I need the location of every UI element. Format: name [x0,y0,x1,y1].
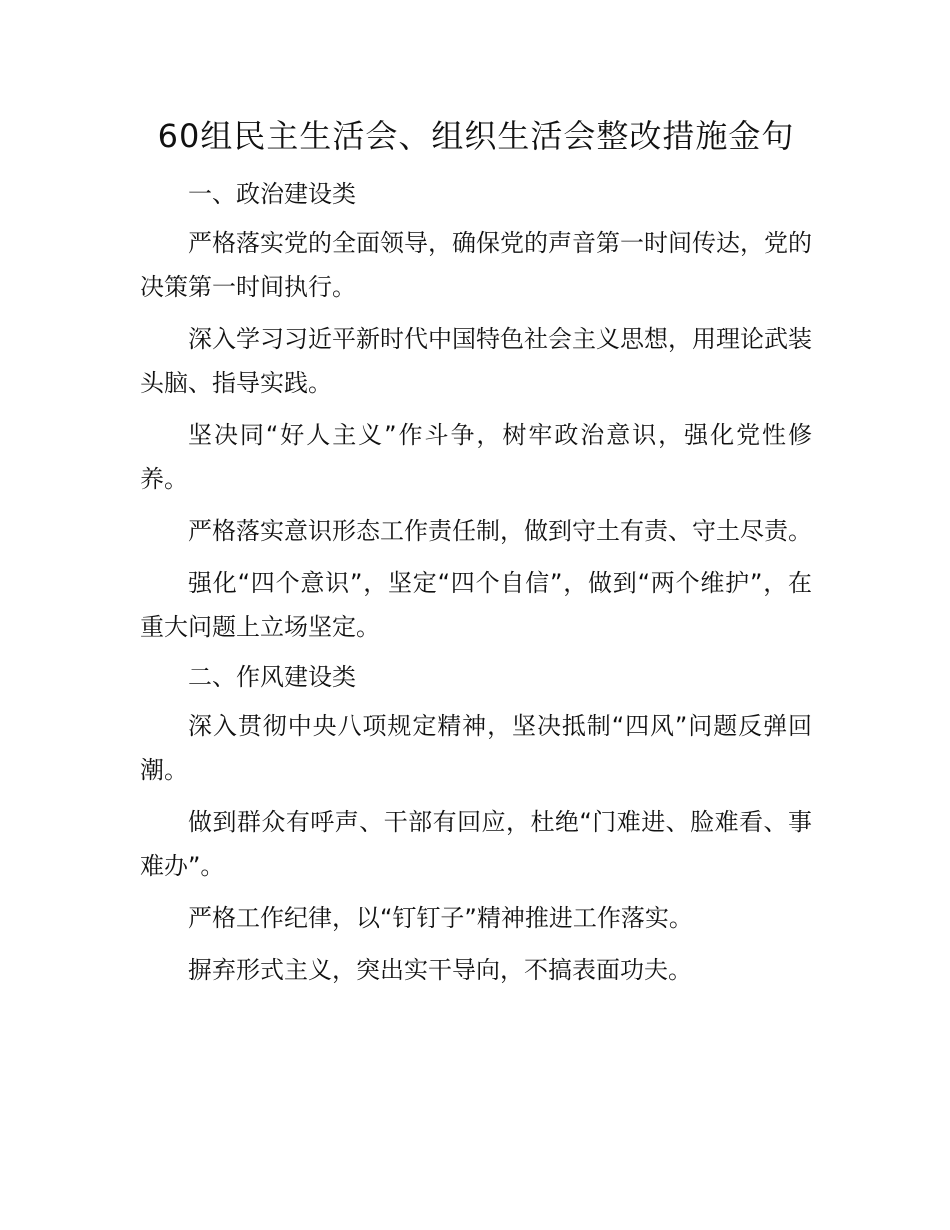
section-heading: 一、政治建设类 [188,180,356,208]
document-title: 60组民主生活会、组织生活会整改措施金句 [157,117,795,155]
list-item: 做到群众有呼声、干部有回应，杜绝“门难进、脸难看、事难办”。 [140,808,812,880]
list-item: 坚决同“好人主义”作斗争，树牢政治意识，强化党性修养。 [140,421,812,493]
list-item: 严格落实党的全面领导，确保党的声音第一时间传达，党的决策第一时间执行。 [140,229,812,301]
section-work-style [140,657,812,1000]
list-item: 强化“四个意识”，坚定“四个自信”，做到“两个维护”，在重大问题上立场坚定。 [140,569,812,641]
list-item: 深入学习习近平新时代中国特色社会主义思想，用理论武装头脑、指导实践。 [140,325,812,397]
document-body [140,112,812,1000]
list-item: 深入贯彻中央八项规定精神，坚决抵制“四风”问题反弹回潮。 [140,712,812,784]
section-heading: 二、作风建设类 [188,663,356,691]
section-political [140,174,812,657]
list-item: 摒弃形式主义，突出实干导向，不搞表面功夫。 [188,956,692,984]
list-item: 严格工作纪律，以“钉钉子”精神推进工作落实。 [188,904,693,932]
list-item: 严格落实意识形态工作责任制，做到守土有责、守土尽责。 [188,517,812,545]
